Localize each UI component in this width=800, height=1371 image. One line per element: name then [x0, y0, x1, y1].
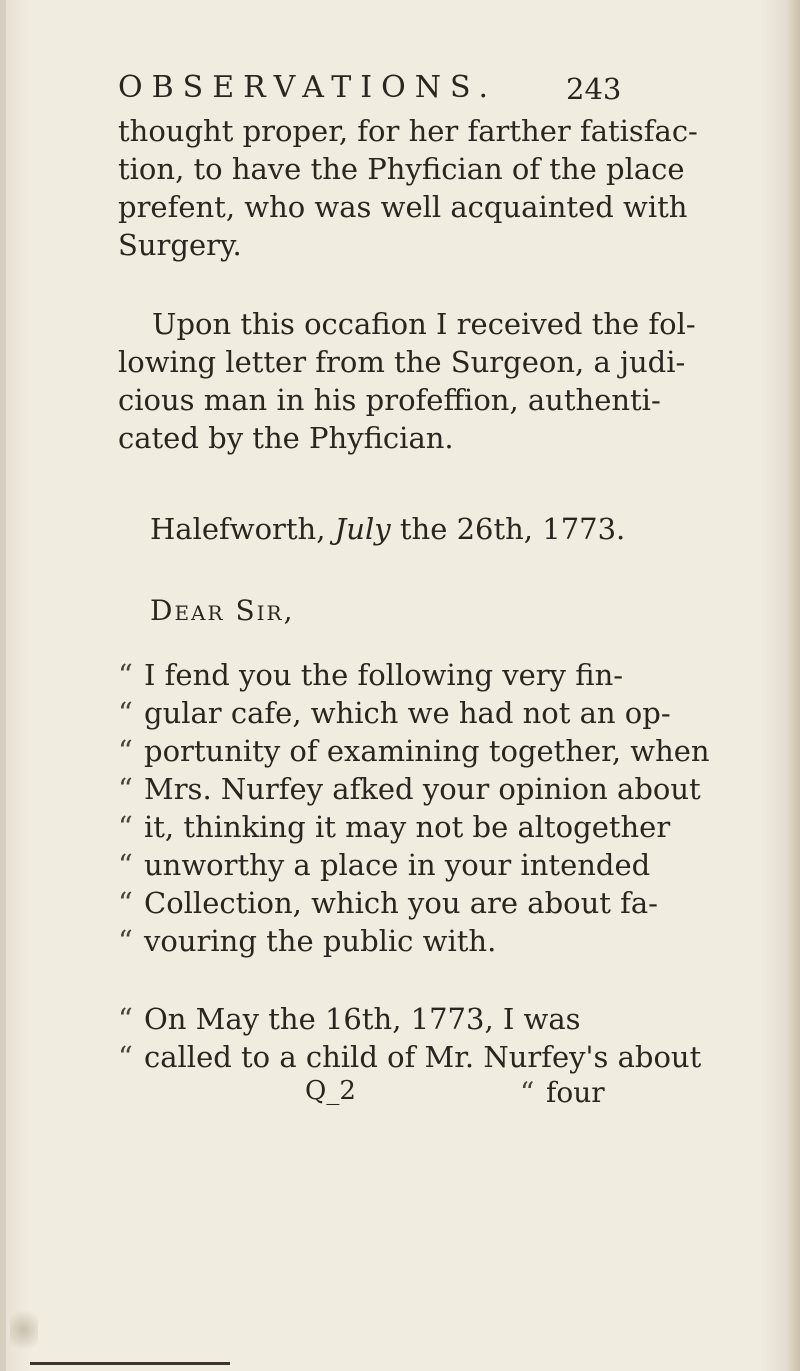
catchword: “ four: [520, 1076, 605, 1109]
letter-line: “ On May the 16th, 1773, I was: [118, 1002, 581, 1036]
running-header: OBSERVATIONS.: [118, 70, 497, 105]
text-line: lowing letter from the Surgeon, a judi-: [118, 345, 686, 379]
page-number: 243: [566, 72, 622, 106]
letter-line: “ unworthy a place in your intended: [118, 848, 651, 882]
letter-line: “ gular cafe, which we had not an op-: [118, 696, 671, 730]
letter-line: “ Collection, which you are about fa-: [118, 886, 658, 920]
dateline-place: Halefworth,: [150, 512, 326, 546]
letter-line: “ vouring the public with.: [118, 924, 497, 958]
letter-salutation: Dear Sir,: [150, 594, 295, 627]
letter-line: “ called to a child of Mr. Nurfey's about: [118, 1040, 702, 1074]
letter-line: “ portunity of examining together, when: [118, 734, 710, 768]
bottom-rule: [30, 1362, 230, 1365]
dateline-rest: the 26th, 1773.: [399, 512, 626, 546]
text-line: Surgery.: [118, 228, 242, 262]
dateline-month: July: [334, 512, 391, 546]
text-line: prefent, who was well acquainted with: [118, 190, 688, 224]
letter-line: “ it, thinking it may not be altogether: [118, 810, 671, 844]
letter-line: “ I fend you the following very fin-: [118, 658, 624, 692]
page-right-edge: [788, 0, 800, 1371]
text-line: thought proper, for her farther fatisfac-: [118, 114, 698, 148]
text-line: tion, to have the Phyfician of the place: [118, 152, 685, 186]
signature-mark: Q_2: [305, 1076, 356, 1106]
letter-line: “ Mrs. Nurfey afked your opinion about: [118, 772, 701, 806]
text-line: cious man in his profeffion, authenti-: [118, 383, 661, 417]
page-left-edge: [0, 0, 6, 1371]
text-line: cated by the Phyfician.: [118, 421, 454, 455]
page-stain: [10, 1305, 38, 1355]
letter-dateline: [150, 510, 625, 548]
text-line: Upon this occafion I received the fol-: [152, 307, 696, 341]
